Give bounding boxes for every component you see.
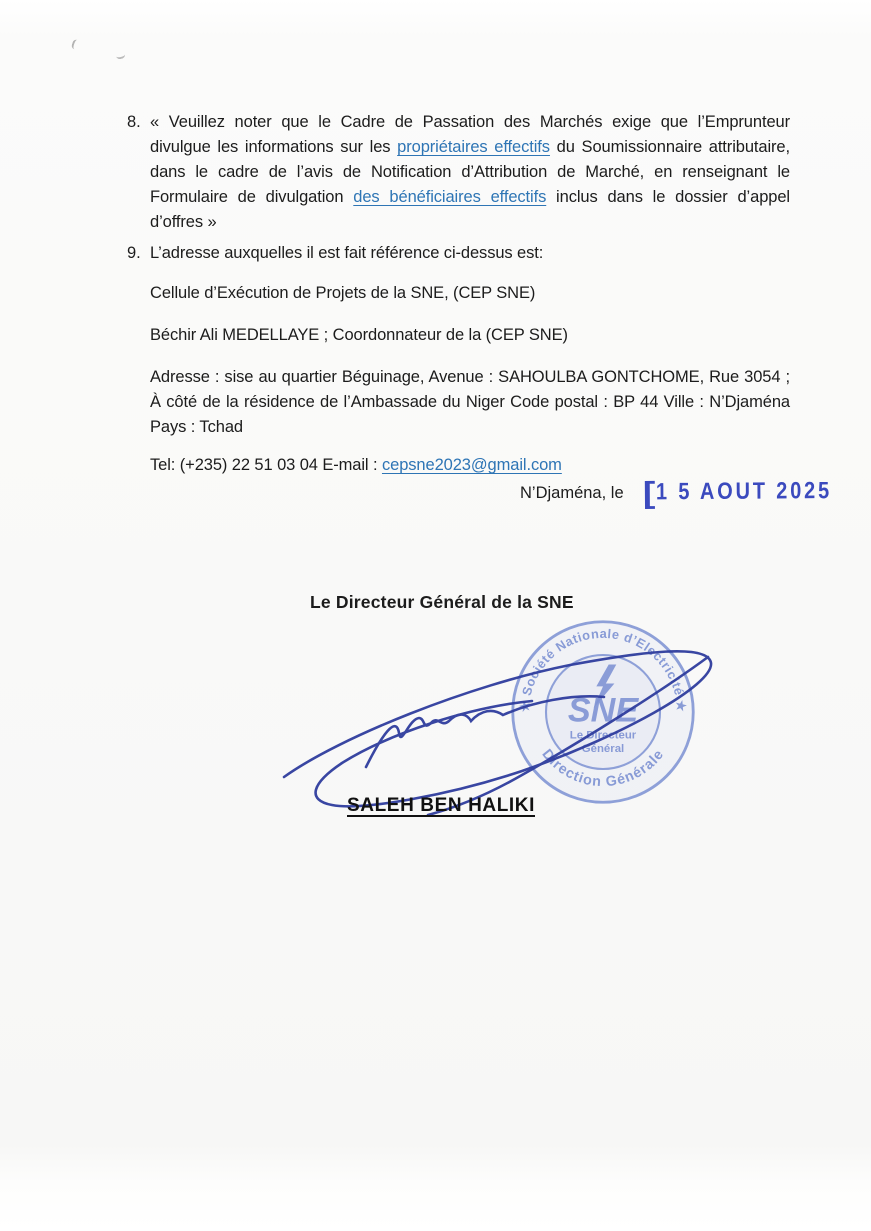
- date-stamp: [644, 475, 842, 510]
- email-link: cepsne2023@gmail.com: [381, 456, 562, 474]
- underlined-phrase: des bénéficiaires effectifs: [353, 188, 547, 206]
- list-number: 8.: [127, 113, 141, 131]
- address-block: [150, 281, 790, 478]
- phone-label: Tel: (+235) 22 51 03 04 E-mail :: [150, 456, 382, 474]
- signer-title: Le Directeur Général de la SNE: [310, 592, 574, 612]
- underlined-phrase: propriétaires effectifs: [397, 138, 550, 156]
- seal-logo-text: SNE: [567, 691, 639, 730]
- list-number: 9.: [127, 244, 141, 262]
- date-stamp-text: 1 5 AOUT 2025: [655, 477, 833, 505]
- address-line: Adresse : sise au quartier Béguinage, Avenue : SAHOULBA GONTCHOME, Rue 3054 ; À côté de la résidence de l’Ambassade du Niger Code postal : BP 44 Ville : N’Djaména Pays : Tchad: [150, 368, 790, 436]
- place-and-date-line: N’Djaména, le: [520, 484, 624, 502]
- paragraph-text: inclus dans le dossier d’appel d’offres »: [150, 188, 790, 231]
- pencil-mark: [71, 39, 84, 52]
- paragraph-text: « Veuillez noter que le Cadre de Passation des Marchés exige que l’Emprunteur divulgue les informations sur les: [150, 113, 790, 156]
- org-line: Cellule d’Exécution de Projets de la SNE, (CEP SNE): [150, 284, 536, 302]
- paragraph-text: du Soumissionnaire attributaire, dans le cadre de l’avis de Notification d’Attribution de Marché, en renseignant le Formulaire de divulgation: [150, 138, 790, 206]
- seal-top-text: ★ Société Nationale d’Electricité ★: [516, 625, 690, 713]
- seal-bottom-text: Direction Générale: [538, 746, 668, 791]
- list-item-8-text: [150, 110, 790, 235]
- seal-inner-line1: Le Directeur: [569, 729, 637, 742]
- seal-inner-line2: Général: [581, 742, 625, 755]
- contact-line: [150, 453, 790, 478]
- letter-body: [127, 110, 790, 495]
- pencil-mark: [115, 51, 125, 60]
- coordinator-line: Béchir Ali MEDELLAYE ; Coordonnateur de la (CEP SNE): [150, 326, 568, 344]
- date-stamp-bracket: [: [642, 476, 656, 510]
- signer-name: SALEH BEN HALIKI: [347, 795, 535, 816]
- signature: [270, 615, 730, 815]
- list-item-9: [127, 241, 790, 266]
- list-item-9-text: L’adresse auxquelles il est fait référence ci-dessus est:: [150, 244, 544, 262]
- list-item-8: [127, 110, 790, 235]
